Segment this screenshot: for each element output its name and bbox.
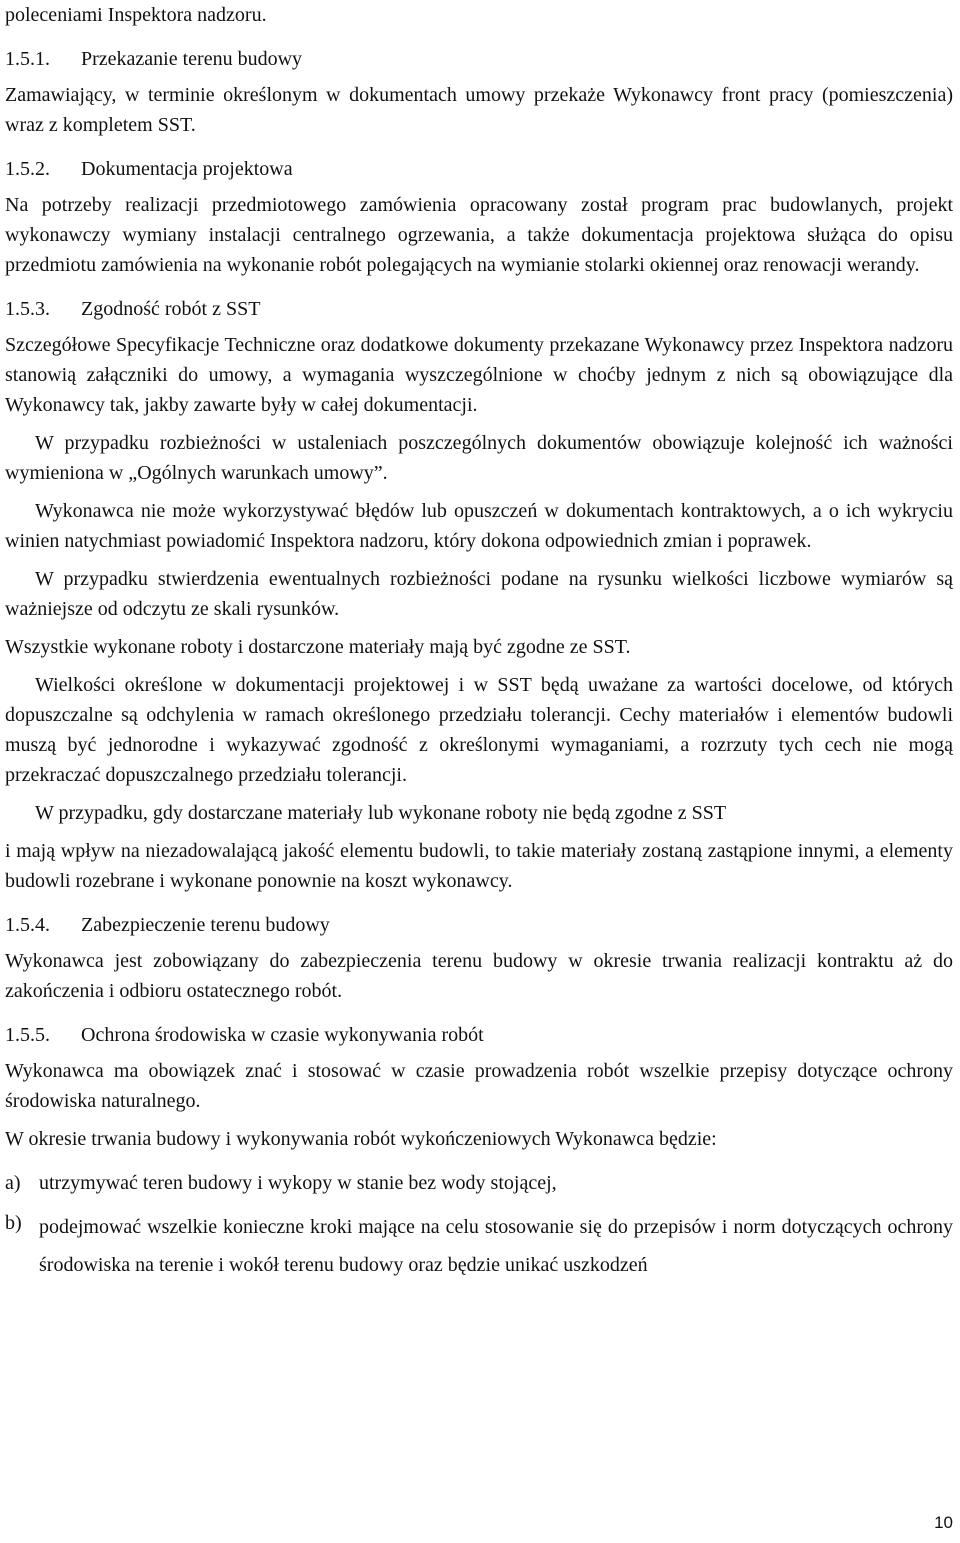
paragraph: Wszystkie wykonane roboty i dostarczone materiały mają być zgodne ze SST.: [5, 636, 631, 658]
paragraph: W okresie trwania budowy i wykonywania robót wykończeniowych Wykonawca będzie:: [5, 1128, 717, 1150]
paragraph: Wykonawca jest zobowiązany do zabezpieczenia terenu budowy w okresie trwania realizacji kontraktu aż do zakończenia i odbioru ostatecznego robót.: [5, 950, 953, 1002]
section-number: 1.5.1.: [5, 48, 50, 70]
paragraph: W przypadku, gdy dostarczane materiały lub wykonane roboty nie będą zgodne z SST: [35, 802, 727, 824]
section-heading-1-5-5: [5, 1020, 953, 1050]
section-number: 1.5.5.: [5, 1024, 50, 1046]
paragraph: Zamawiający, w terminie określonym w dokumentach umowy przekaże Wykonawcy front pracy (pomieszczenia) wraz z kompletem SST.: [5, 84, 953, 136]
section-heading-1-5-3: [5, 294, 953, 324]
list-item: [5, 1208, 953, 1284]
intro-line: poleceniami Inspektora nadzoru.: [5, 4, 267, 26]
list-item-label: b): [5, 1212, 22, 1234]
paragraph: Na potrzeby realizacji przedmiotowego zamówienia opracowany został program prac budowlanych, projekt wykonawczy wymiany instalacji centralnego ogrzewania, a także dokumentacja projektowa służąca do opisu przedmiotu zamówienia na wykonanie robót polegających na wymianie stolarki okiennej oraz renowacji werandy.: [5, 194, 953, 276]
list-item-label: a): [5, 1172, 21, 1194]
section-title: Dokumentacja projektowa: [81, 158, 293, 180]
paragraph: Wykonawca nie może wykorzystywać błędów lub opuszczeń w dokumentach kontraktowych, a o ich wykryciu winien natychmiast powiadomić Inspektora nadzoru, który dokona odpowiednich zmian i poprawek.: [5, 500, 953, 552]
section-title: Ochrona środowiska w czasie wykonywania robót: [81, 1024, 484, 1046]
section-number: 1.5.3.: [5, 298, 50, 320]
document-page: [5, 0, 953, 1284]
section-heading-1-5-1: [5, 44, 953, 74]
paragraph: W przypadku stwierdzenia ewentualnych rozbieżności podane na rysunku wielkości liczbowe wymiarów są ważniejsze od odczytu ze skali rysunków.: [5, 568, 953, 620]
section-title: Przekazanie terenu budowy: [81, 48, 303, 70]
list-item: [5, 1168, 953, 1198]
section-heading-1-5-2: [5, 154, 953, 184]
section-heading-1-5-4: [5, 910, 953, 940]
paragraph: Wielkości określone w dokumentacji projektowej i w SST będą uważane za wartości docelowe, od których dopuszczalne są odchylenia w ramach określonego przedziału tolerancji. Cechy materiałów i elementów budowli muszą być jednorodne i wykazywać zgodność z określonymi wymaganiami, a rozrzuty tych cech nie mogą przekraczać dopuszczalnego przedziału tolerancji.: [5, 674, 953, 786]
list-item-text: podejmować wszelkie konieczne kroki mające na celu stosowanie się do przepisów i norm dotyczących ochrony środowiska na terenie i wokół terenu budowy oraz będzie unikać uszkodzeń: [39, 1216, 953, 1276]
paragraph: Wykonawca ma obowiązek znać i stosować w czasie prowadzenia robót wszelkie przepisy dotyczące ochrony środowiska naturalnego.: [5, 1060, 953, 1112]
section-title: Zabezpieczenie terenu budowy: [81, 914, 330, 936]
section-number: 1.5.2.: [5, 158, 50, 180]
list-item-text: utrzymywać teren budowy i wykopy w stanie bez wody stojącej,: [39, 1172, 557, 1194]
paragraph: i mają wpływ na niezadowalającą jakość elementu budowli, to takie materiały zostaną zastąpione innymi, a elementy budowli rozebrane i wykonane ponownie na koszt wykonawcy.: [5, 840, 953, 892]
paragraph: Szczegółowe Specyfikacje Techniczne oraz dodatkowe dokumenty przekazane Wykonawcy przez Inspektora nadzoru stanowią załączniki do umowy, a wymagania wyszczególnione w choćby jednym z nich są obowiązujące dla Wykonawcy tak, jakby zawarte były w całej dokumentacji.: [5, 334, 953, 416]
section-title: Zgodność robót z SST: [81, 298, 261, 320]
page-number: 10: [934, 1513, 953, 1532]
section-number: 1.5.4.: [5, 914, 50, 936]
paragraph: W przypadku rozbieżności w ustaleniach poszczególnych dokumentów obowiązuje kolejność ich ważności wymieniona w „Ogólnych warunkach umowy”.: [5, 432, 953, 484]
